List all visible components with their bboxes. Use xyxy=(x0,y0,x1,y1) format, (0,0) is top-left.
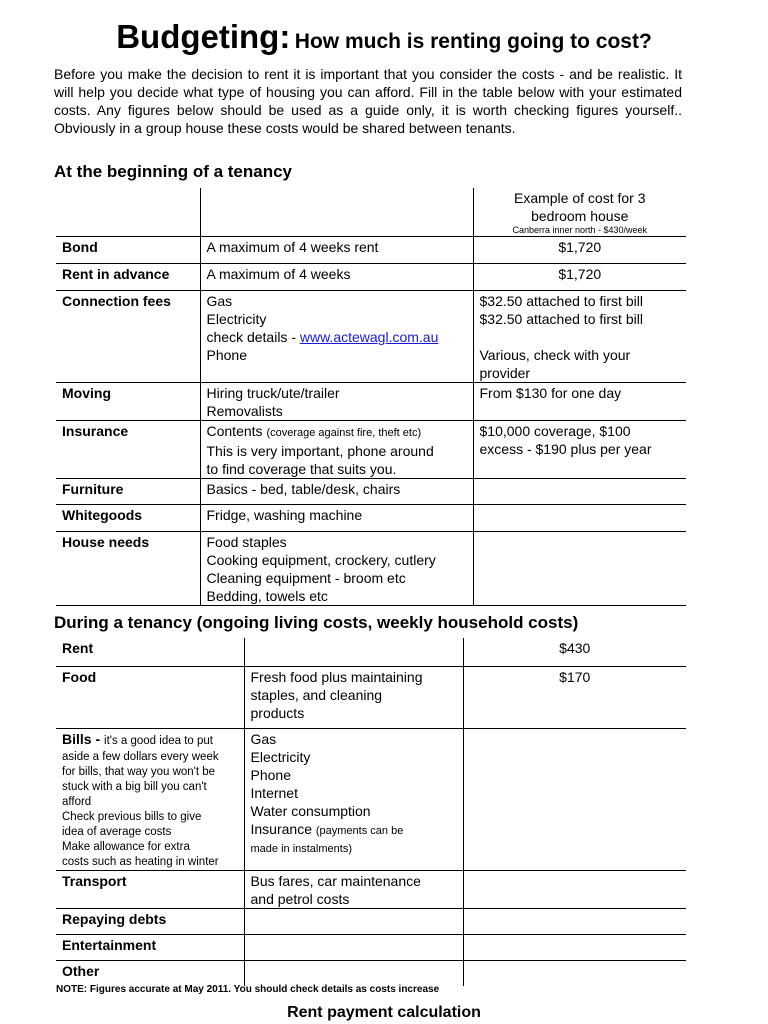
title-main: Budgeting: xyxy=(116,18,291,55)
title-subtitle: How much is renting going to cost? xyxy=(294,30,652,53)
intro-paragraph: Before you make the decision to rent it is important that you consider the costs - and be realistic. It will help you decide what type of housing you can afford. Fill in the table below with your estimated costs. Any figures below should be used as a guide only, it is worth checking figures yourself.. Obviously in a group house these costs would be shared between tenants. xyxy=(54,66,682,136)
example-header: Example of cost for 3 bedroom house Canberra inner north - $430/week xyxy=(473,188,686,237)
section-heading-during: During a tenancy (ongoing living costs, weekly household costs) xyxy=(54,613,579,632)
table-row: Rent $430 xyxy=(56,638,686,666)
table-row: Furniture Basics - bed, table/desk, chairs xyxy=(56,479,686,505)
table-row: Connection fees Gas Electricity check details - www.actewagl.com.au Phone $32.50 attached to first bill $32.50 attached to first bill Various, check with your provider xyxy=(56,291,686,383)
table-row: Other xyxy=(56,960,686,986)
table-row: Transport Bus fares, car maintenance and petrol costs xyxy=(56,870,686,908)
beginning-costs-table xyxy=(56,188,686,606)
table-row: Food Fresh food plus maintaining staples, and cleaning products $170 xyxy=(56,666,686,728)
table-row: House needs Food staples Cooking equipment, crockery, cutlery Cleaning equipment - broom etc Bedding, towels etc xyxy=(56,532,686,606)
section-heading-beginning: At the beginning of a tenancy xyxy=(54,162,293,181)
table-row: Bond A maximum of 4 weeks rent $1,720 xyxy=(56,237,686,264)
page-title xyxy=(0,18,768,56)
example-header-note: Canberra inner north - $430/week xyxy=(512,225,648,235)
note-text: NOTE: Figures accurate at May 2011. You should check details as costs increase xyxy=(56,984,440,995)
table-row: Repaying debts xyxy=(56,908,686,934)
table-header-row xyxy=(56,188,686,237)
table-row: Rent in advance A maximum of 4 weeks $1,720 xyxy=(56,264,686,291)
table-row: Entertainment xyxy=(56,934,686,960)
table-row: Whitegoods Fridge, washing machine xyxy=(56,505,686,532)
table-row: Insurance Contents (coverage against fire, theft etc) This is very important, phone around to find coverage that suits you. $10,000 coverage, $100 excess - $190 plus per year xyxy=(56,421,686,479)
ongoing-costs-table xyxy=(56,638,686,986)
actewagl-link[interactable]: www.actewagl.com.au xyxy=(299,329,439,345)
footer-heading: Rent payment calculation xyxy=(287,1004,481,1021)
table-row: Moving Hiring truck/ute/trailer Removalists From $130 for one day xyxy=(56,383,686,421)
table-row: Bills - it's a good idea to put aside a few dollars every week for bills, that way you won't be stuck with a big bill you can't afford Check previous bills to give idea of average costs Make allowance for extra costs such as heating in winter Gas Electricity Phone Internet Water consumption Insurance (payments can be made in instalments) xyxy=(56,728,686,870)
